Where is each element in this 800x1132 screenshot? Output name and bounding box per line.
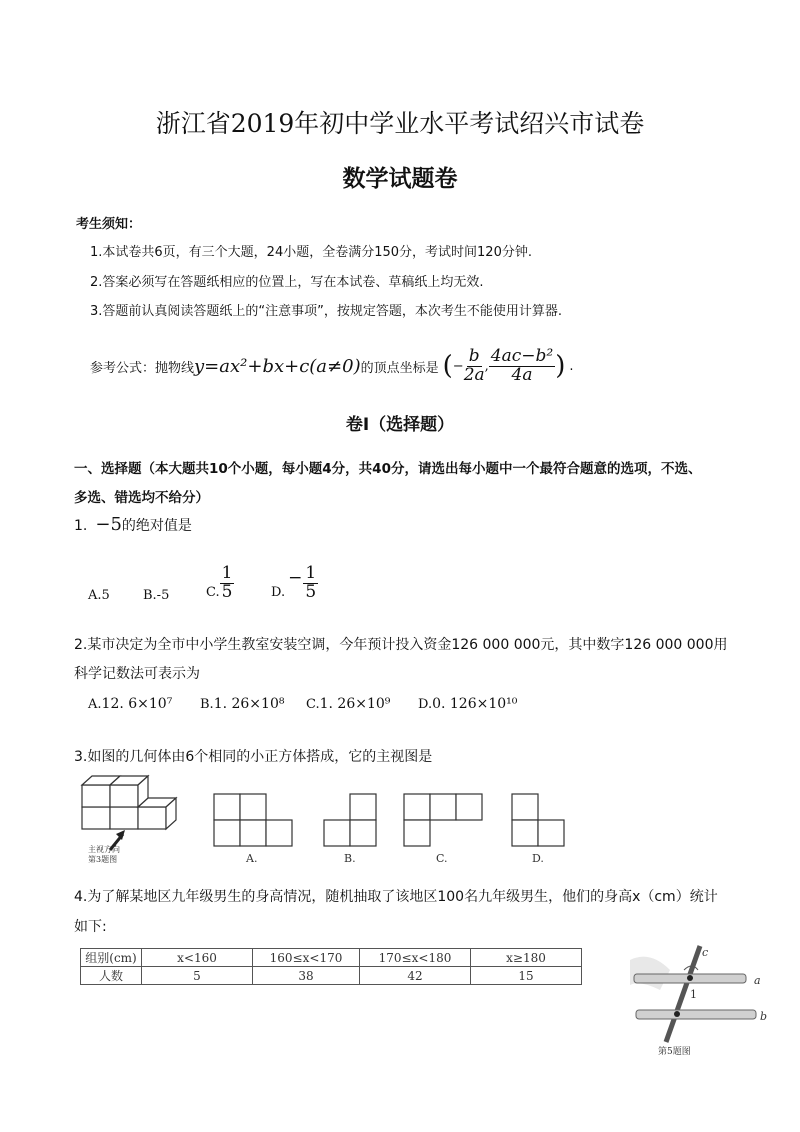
q3-option-b-label: B.	[344, 852, 356, 865]
vertex-y-fraction	[489, 348, 555, 385]
q2-option-a-value: 12. 6×10⁷	[101, 696, 173, 712]
question-1	[74, 514, 192, 535]
q3-option-d-drawing	[508, 790, 574, 852]
notice-item-2: 2.答案必须写在答题纸相应的位置上，写在本试卷、草稿纸上均无效.	[90, 275, 484, 290]
q2-option-b-label: B.	[200, 697, 214, 712]
vertex-x-den: 2a	[463, 364, 485, 385]
q1-stem: 的绝对值是	[121, 518, 192, 534]
vertex-x-fraction	[464, 348, 485, 385]
table-header-cell: 组别(cm)	[81, 949, 142, 967]
section-heading-line1: 一、选择题（本大题共10个小题，每小题4分，共40分，请选出每小题中一个最符合题意的选项，不选、	[74, 461, 702, 477]
angle-1-label: 1	[690, 988, 697, 1001]
q3-option-c[interactable]	[400, 790, 490, 868]
q1-option-c-num: 1	[221, 563, 233, 583]
formula-prefix: 参考公式：抛物线	[90, 360, 195, 376]
q2-option-d-label: D.	[418, 697, 433, 712]
paren-close: )	[555, 351, 566, 382]
q1-option-d-den: 5	[305, 581, 317, 602]
q3-option-b-drawing	[320, 790, 386, 852]
vertex-y-den: 4a	[511, 364, 533, 385]
q2-option-d[interactable]	[418, 696, 517, 712]
section-title: 卷Ⅰ（选择题）	[345, 415, 455, 435]
q3-option-a-drawing	[210, 790, 298, 852]
exam-subtitle: 数学试题卷	[342, 166, 458, 192]
line-a-label: a	[754, 974, 761, 987]
q1-option-d-sign: −	[288, 567, 303, 588]
q1-value: −5	[95, 514, 122, 535]
q1-option-b[interactable]: B.-5	[143, 588, 170, 603]
line-b-label: b	[760, 1010, 768, 1023]
vertex-x-num: b	[468, 346, 480, 366]
exam-title: 浙江省2019年初中学业水平考试绍兴市试卷	[155, 109, 645, 138]
line-c-label: c	[702, 946, 709, 959]
table-row	[81, 967, 582, 985]
q3-view-direction-label: 主视方向	[88, 845, 120, 854]
comma: ,	[484, 358, 489, 374]
q3-option-d[interactable]	[508, 790, 574, 868]
q2-line1: 2.某市决定为全市中小学生教室安装空调，今年预计投入资金126 000 000元，其中数字126 000 000用	[74, 637, 728, 653]
q3-option-b[interactable]	[320, 790, 386, 868]
q2-option-d-value: 0. 126×10¹⁰	[432, 696, 518, 712]
q1-option-a[interactable]: A.5	[88, 588, 110, 603]
reference-formula	[90, 348, 574, 385]
table-cell: 42	[360, 967, 471, 985]
q2-option-c-label: C.	[306, 697, 320, 712]
table-header-cell: x<160	[142, 949, 253, 967]
notice-heading: 考生须知：	[76, 217, 142, 232]
q3-option-d-label: D.	[532, 852, 544, 865]
q1-option-d-fraction	[303, 565, 318, 602]
q1-option-d-label: D.	[271, 584, 286, 600]
q1-option-c-fraction	[220, 565, 235, 602]
minus-sign: −	[452, 358, 464, 374]
table-header-cell: 170≤x<180	[360, 949, 471, 967]
q2-option-b-value: 1. 26×10⁸	[213, 696, 285, 712]
q1-option-d[interactable]	[271, 565, 318, 602]
q3-stem: 3.如图的几何体由6个相同的小正方体搭成，它的主视图是	[74, 749, 433, 765]
formula-mid: 的顶点坐标是	[360, 360, 439, 376]
q3-option-a-label: A.	[246, 852, 258, 865]
q4-line1: 4.为了解某地区九年级男生的身高情况，随机抽取了该地区100名九年级男生，他们的身高x（cm）统计	[74, 889, 718, 905]
q2-line2: 科学记数法可表示为	[74, 666, 200, 682]
paren-open: (	[442, 351, 453, 382]
q4-line2: 如下:	[74, 919, 107, 935]
table-header-cell: 160≤x<170	[253, 949, 360, 967]
table-cell: 15	[471, 967, 582, 985]
notice-item-1: 1.本试卷共6页，有三个大题，24小题，全卷满分150分，考试时间120分钟.	[90, 245, 532, 260]
q2-option-c[interactable]	[306, 696, 390, 712]
q2-option-a[interactable]	[88, 696, 172, 712]
q3-figure-caption: 第3题图	[88, 855, 118, 864]
q3-option-c-label: C.	[436, 852, 448, 865]
table-cell: 5	[142, 967, 253, 985]
q4-height-table	[80, 948, 582, 985]
q3-option-a[interactable]	[210, 790, 298, 868]
notice-item-3: 3.答题前认真阅读答题纸上的“注意事项”，按规定答题，本次考生不能使用计算器.	[90, 304, 563, 319]
table-header-row	[81, 949, 582, 967]
section-heading-line2: 多选、错选均不给分）	[74, 490, 209, 506]
q5-figure	[630, 940, 770, 1058]
q1-option-c-den: 5	[221, 581, 233, 602]
parallel-lines-drawing	[630, 940, 770, 1058]
parabola-expression: y=ax²+bx+c(a≠0)	[194, 355, 361, 377]
q1-option-c[interactable]	[206, 565, 234, 602]
q1-option-d-num: 1	[305, 563, 317, 583]
q1-number: 1.	[74, 518, 88, 534]
period: .	[569, 358, 574, 374]
vertex-y-num: 4ac−b²	[490, 346, 554, 366]
q5-figure-caption: 第5题图	[658, 1047, 691, 1057]
q3-solid-figure	[76, 770, 194, 866]
q2-option-b[interactable]	[200, 696, 284, 712]
table-header-cell: x≥180	[471, 949, 582, 967]
table-cell: 38	[253, 967, 360, 985]
q1-option-c-label: C.	[206, 584, 220, 600]
q2-option-a-label: A.	[88, 697, 102, 712]
q2-option-c-value: 1. 26×10⁹	[319, 696, 391, 712]
table-cell: 人数	[81, 967, 142, 985]
q3-option-c-drawing	[400, 790, 490, 852]
